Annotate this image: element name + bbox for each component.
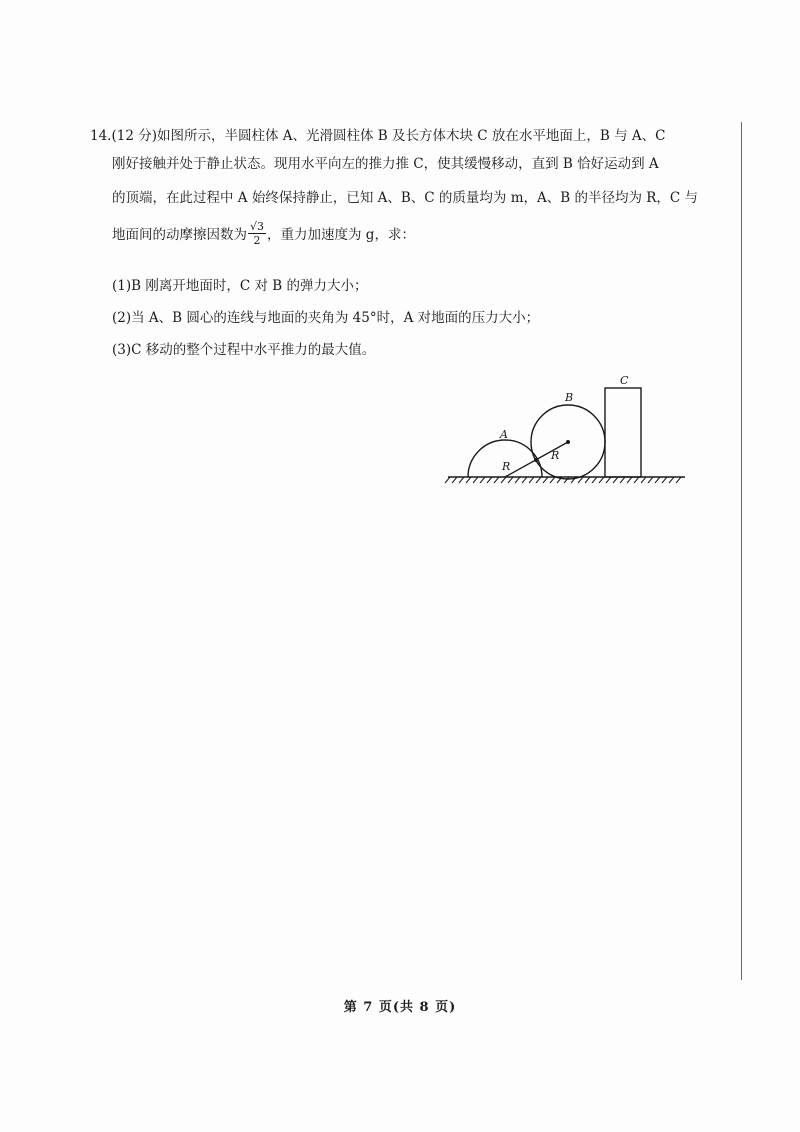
label-r-b: R	[551, 449, 560, 462]
sub-question-3: (3)C 移动的整个过程中水平推力的最大值。	[112, 342, 376, 358]
sub-question-2: (2)当 A、B 圆心的连线与地面的夹角为 45°时，A 对地面的压力大小；	[112, 310, 540, 326]
question-line-4	[112, 222, 415, 249]
contact-point-ab	[534, 458, 538, 462]
friction-text: 地面间的动摩擦因数为	[112, 227, 247, 243]
label-c: C	[620, 374, 629, 387]
sub-question-1: (1)B 刚离开地面时，C 对 B 的弹力大小；	[112, 278, 368, 294]
block-c	[605, 388, 641, 477]
label-a: A	[500, 428, 508, 441]
physics-diagram	[440, 372, 690, 487]
question-line-3: 的顶端，在此过程中 A 始终保持静止，已知 A、B、C 的质量均为 m，A、B 的半径均为 R，C 与	[112, 190, 699, 206]
friction-coefficient-fraction	[248, 220, 266, 247]
fraction-numerator: √3	[250, 220, 265, 233]
label-b: B	[565, 391, 574, 404]
ground-hatching	[445, 477, 681, 483]
question-line-2: 刚好接触并处于静止状态。现用水平向左的推力推 C，使其缓慢移动，直到 B 恰好运动到 A	[112, 156, 659, 172]
fraction-denominator: 2	[253, 234, 261, 247]
binding-margin-line	[741, 122, 742, 980]
question-line-1: 14.(12 分)如图所示，半圆柱体 A、光滑圆柱体 B 及长方体木块 C 放在水平地面上，B 与 A、C	[90, 128, 666, 144]
label-r-a: R	[502, 460, 511, 473]
page-number: 第 7 页(共 8 页)	[343, 1000, 457, 1015]
gravity-text: ，重力加速度为 g，求：	[267, 227, 415, 243]
diagram-svg	[440, 372, 690, 487]
center-dot-b	[566, 440, 570, 444]
